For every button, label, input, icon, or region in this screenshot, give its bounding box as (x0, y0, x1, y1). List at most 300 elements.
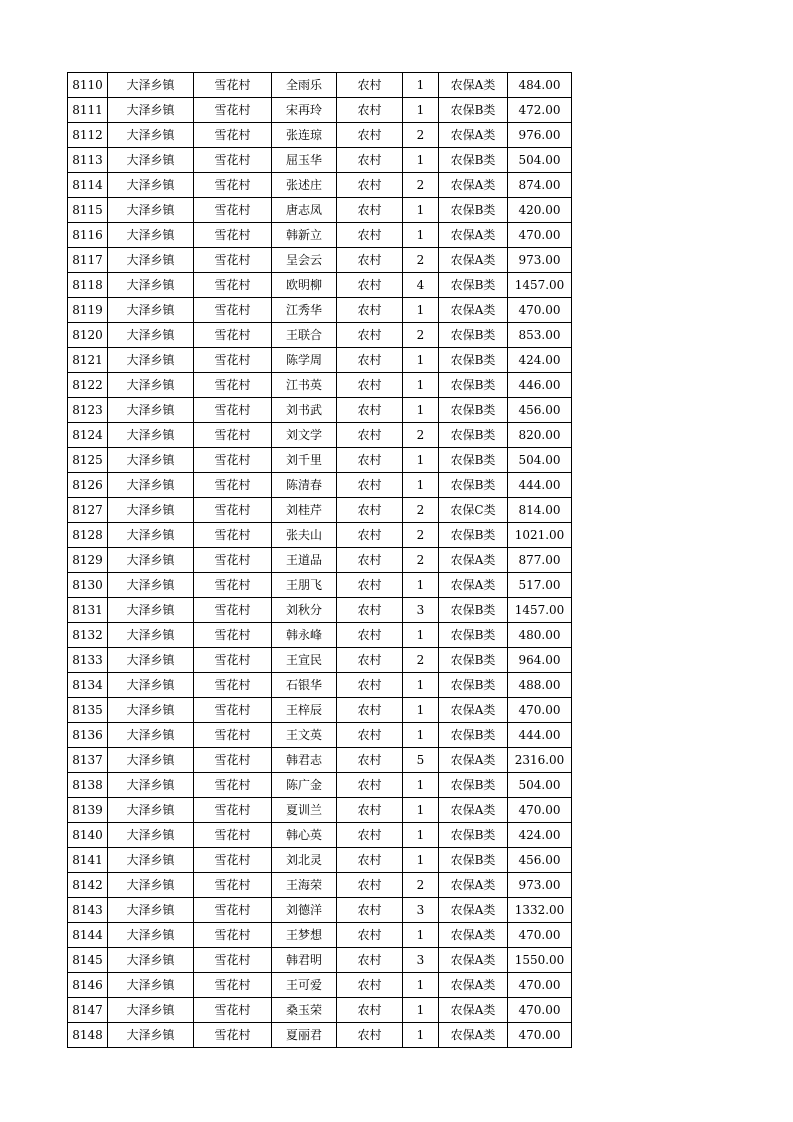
table-row (68, 498, 572, 523)
table-row (68, 373, 572, 398)
household-count-cell: 2 (403, 873, 439, 898)
record-id-cell: 8130 (68, 573, 108, 598)
insurance-category-cell: 农保A类 (439, 798, 508, 823)
record-id-cell: 8116 (68, 223, 108, 248)
residence-type-cell: 农村 (337, 73, 403, 98)
table-row (68, 973, 572, 998)
village-cell: 雪花村 (194, 323, 272, 348)
amount-cell: 1457.00 (508, 598, 572, 623)
record-id-cell: 8111 (68, 98, 108, 123)
household-count-cell: 2 (403, 323, 439, 348)
table-row (68, 148, 572, 173)
name-cell: 王朋飞 (272, 573, 337, 598)
household-count-cell: 1 (403, 73, 439, 98)
amount-cell: 484.00 (508, 73, 572, 98)
record-id-cell: 8117 (68, 248, 108, 273)
name-cell: 陈广金 (272, 773, 337, 798)
amount-cell: 874.00 (508, 173, 572, 198)
town-cell: 大泽乡镇 (108, 298, 194, 323)
table-row (68, 873, 572, 898)
village-cell: 雪花村 (194, 623, 272, 648)
village-cell: 雪花村 (194, 873, 272, 898)
name-cell: 刘千里 (272, 448, 337, 473)
table-row (68, 748, 572, 773)
record-id-cell: 8134 (68, 673, 108, 698)
record-id-cell: 8122 (68, 373, 108, 398)
residence-type-cell: 农村 (337, 198, 403, 223)
amount-cell: 444.00 (508, 473, 572, 498)
amount-cell: 814.00 (508, 498, 572, 523)
amount-cell: 976.00 (508, 123, 572, 148)
record-id-cell: 8121 (68, 348, 108, 373)
name-cell: 刘秋分 (272, 598, 337, 623)
table-row (68, 448, 572, 473)
insurance-category-cell: 农保A类 (439, 123, 508, 148)
name-cell: 夏丽君 (272, 1023, 337, 1048)
record-id-cell: 8133 (68, 648, 108, 673)
record-id-cell: 8141 (68, 848, 108, 873)
residence-type-cell: 农村 (337, 798, 403, 823)
record-id-cell: 8131 (68, 598, 108, 623)
insurance-category-cell: 农保B类 (439, 148, 508, 173)
village-cell: 雪花村 (194, 123, 272, 148)
name-cell: 夏训兰 (272, 798, 337, 823)
amount-cell: 470.00 (508, 973, 572, 998)
household-count-cell: 4 (403, 273, 439, 298)
residence-type-cell: 农村 (337, 973, 403, 998)
name-cell: 王可爱 (272, 973, 337, 998)
town-cell: 大泽乡镇 (108, 448, 194, 473)
town-cell: 大泽乡镇 (108, 998, 194, 1023)
village-cell: 雪花村 (194, 723, 272, 748)
household-count-cell: 1 (403, 98, 439, 123)
household-count-cell: 1 (403, 398, 439, 423)
insurance-category-cell: 农保A类 (439, 573, 508, 598)
amount-cell: 1457.00 (508, 273, 572, 298)
residence-type-cell: 农村 (337, 348, 403, 373)
residence-type-cell: 农村 (337, 298, 403, 323)
amount-cell: 2316.00 (508, 748, 572, 773)
town-cell: 大泽乡镇 (108, 123, 194, 148)
household-count-cell: 1 (403, 348, 439, 373)
village-cell: 雪花村 (194, 773, 272, 798)
village-cell: 雪花村 (194, 1023, 272, 1048)
name-cell: 刘德洋 (272, 898, 337, 923)
village-cell: 雪花村 (194, 273, 272, 298)
village-cell: 雪花村 (194, 998, 272, 1023)
insurance-category-cell: 农保A类 (439, 1023, 508, 1048)
name-cell: 刘文学 (272, 423, 337, 448)
roster-body (68, 73, 572, 1048)
residence-type-cell: 农村 (337, 173, 403, 198)
table-row (68, 323, 572, 348)
record-id-cell: 8113 (68, 148, 108, 173)
insurance-category-cell: 农保B类 (439, 848, 508, 873)
town-cell: 大泽乡镇 (108, 798, 194, 823)
record-id-cell: 8125 (68, 448, 108, 473)
table-row (68, 848, 572, 873)
record-id-cell: 8135 (68, 698, 108, 723)
town-cell: 大泽乡镇 (108, 323, 194, 348)
town-cell: 大泽乡镇 (108, 573, 194, 598)
record-id-cell: 8114 (68, 173, 108, 198)
table-row (68, 223, 572, 248)
insurance-category-cell: 农保B类 (439, 198, 508, 223)
insurance-category-cell: 农保A类 (439, 298, 508, 323)
name-cell: 韩永峰 (272, 623, 337, 648)
town-cell: 大泽乡镇 (108, 548, 194, 573)
amount-cell: 424.00 (508, 823, 572, 848)
household-count-cell: 5 (403, 748, 439, 773)
village-cell: 雪花村 (194, 148, 272, 173)
residence-type-cell: 农村 (337, 923, 403, 948)
table-row (68, 298, 572, 323)
town-cell: 大泽乡镇 (108, 148, 194, 173)
amount-cell: 488.00 (508, 673, 572, 698)
town-cell: 大泽乡镇 (108, 598, 194, 623)
household-count-cell: 1 (403, 573, 439, 598)
table-row (68, 198, 572, 223)
village-cell: 雪花村 (194, 173, 272, 198)
amount-cell: 964.00 (508, 648, 572, 673)
name-cell: 王文英 (272, 723, 337, 748)
name-cell: 王联合 (272, 323, 337, 348)
amount-cell: 470.00 (508, 923, 572, 948)
residence-type-cell: 农村 (337, 673, 403, 698)
insurance-category-cell: 农保A类 (439, 248, 508, 273)
table-row (68, 348, 572, 373)
name-cell: 张夫山 (272, 523, 337, 548)
amount-cell: 420.00 (508, 198, 572, 223)
town-cell: 大泽乡镇 (108, 1023, 194, 1048)
residence-type-cell: 农村 (337, 448, 403, 473)
household-count-cell: 1 (403, 823, 439, 848)
name-cell: 王海荣 (272, 873, 337, 898)
amount-cell: 470.00 (508, 798, 572, 823)
table-row (68, 998, 572, 1023)
name-cell: 唐志凤 (272, 198, 337, 223)
town-cell: 大泽乡镇 (108, 73, 194, 98)
insurance-category-cell: 农保B类 (439, 823, 508, 848)
record-id-cell: 8138 (68, 773, 108, 798)
insurance-category-cell: 农保A类 (439, 898, 508, 923)
town-cell: 大泽乡镇 (108, 898, 194, 923)
name-cell: 刘书武 (272, 398, 337, 423)
name-cell: 陈学周 (272, 348, 337, 373)
residence-type-cell: 农村 (337, 648, 403, 673)
household-count-cell: 2 (403, 523, 439, 548)
amount-cell: 470.00 (508, 998, 572, 1023)
name-cell: 韩君明 (272, 948, 337, 973)
town-cell: 大泽乡镇 (108, 223, 194, 248)
amount-cell: 973.00 (508, 873, 572, 898)
village-cell: 雪花村 (194, 573, 272, 598)
name-cell: 桑玉荣 (272, 998, 337, 1023)
insurance-category-cell: 农保A类 (439, 548, 508, 573)
village-cell: 雪花村 (194, 548, 272, 573)
record-id-cell: 8112 (68, 123, 108, 148)
village-cell: 雪花村 (194, 198, 272, 223)
village-cell: 雪花村 (194, 848, 272, 873)
residence-type-cell: 农村 (337, 423, 403, 448)
record-id-cell: 8143 (68, 898, 108, 923)
table-row (68, 723, 572, 748)
household-count-cell: 1 (403, 373, 439, 398)
insurance-category-cell: 农保B类 (439, 773, 508, 798)
amount-cell: 470.00 (508, 1023, 572, 1048)
table-row (68, 1023, 572, 1048)
insurance-category-cell: 农保B类 (439, 473, 508, 498)
household-count-cell: 1 (403, 798, 439, 823)
name-cell: 王梓辰 (272, 698, 337, 723)
village-cell: 雪花村 (194, 523, 272, 548)
residence-type-cell: 农村 (337, 598, 403, 623)
record-id-cell: 8129 (68, 548, 108, 573)
residence-type-cell: 农村 (337, 948, 403, 973)
village-cell: 雪花村 (194, 398, 272, 423)
amount-cell: 472.00 (508, 98, 572, 123)
table-row (68, 798, 572, 823)
household-count-cell: 3 (403, 598, 439, 623)
village-cell: 雪花村 (194, 473, 272, 498)
residence-type-cell: 农村 (337, 773, 403, 798)
town-cell: 大泽乡镇 (108, 473, 194, 498)
insurance-category-cell: 农保B类 (439, 448, 508, 473)
record-id-cell: 8119 (68, 298, 108, 323)
residence-type-cell: 农村 (337, 498, 403, 523)
name-cell: 江书英 (272, 373, 337, 398)
name-cell: 张述庄 (272, 173, 337, 198)
table-row (68, 523, 572, 548)
household-count-cell: 1 (403, 1023, 439, 1048)
record-id-cell: 8128 (68, 523, 108, 548)
insurance-category-cell: 农保B类 (439, 323, 508, 348)
household-count-cell: 1 (403, 148, 439, 173)
record-id-cell: 8139 (68, 798, 108, 823)
town-cell: 大泽乡镇 (108, 723, 194, 748)
town-cell: 大泽乡镇 (108, 648, 194, 673)
amount-cell: 424.00 (508, 348, 572, 373)
record-id-cell: 8140 (68, 823, 108, 848)
roster-table (67, 72, 572, 1048)
household-count-cell: 1 (403, 973, 439, 998)
residence-type-cell: 农村 (337, 123, 403, 148)
table-row (68, 123, 572, 148)
record-id-cell: 8126 (68, 473, 108, 498)
name-cell: 张连琼 (272, 123, 337, 148)
name-cell: 全雨乐 (272, 73, 337, 98)
residence-type-cell: 农村 (337, 323, 403, 348)
town-cell: 大泽乡镇 (108, 273, 194, 298)
insurance-category-cell: 农保C类 (439, 498, 508, 523)
household-count-cell: 1 (403, 623, 439, 648)
table-row (68, 623, 572, 648)
insurance-category-cell: 农保B类 (439, 348, 508, 373)
record-id-cell: 8118 (68, 273, 108, 298)
residence-type-cell: 农村 (337, 273, 403, 298)
residence-type-cell: 农村 (337, 623, 403, 648)
insurance-category-cell: 农保B类 (439, 373, 508, 398)
village-cell: 雪花村 (194, 598, 272, 623)
record-id-cell: 8127 (68, 498, 108, 523)
table-row (68, 773, 572, 798)
table-row (68, 248, 572, 273)
record-id-cell: 8123 (68, 398, 108, 423)
amount-cell: 456.00 (508, 398, 572, 423)
town-cell: 大泽乡镇 (108, 523, 194, 548)
village-cell: 雪花村 (194, 348, 272, 373)
residence-type-cell: 农村 (337, 223, 403, 248)
insurance-category-cell: 农保A类 (439, 998, 508, 1023)
household-count-cell: 1 (403, 223, 439, 248)
record-id-cell: 8120 (68, 323, 108, 348)
insurance-category-cell: 农保B类 (439, 523, 508, 548)
household-count-cell: 2 (403, 498, 439, 523)
town-cell: 大泽乡镇 (108, 923, 194, 948)
village-cell: 雪花村 (194, 248, 272, 273)
residence-type-cell: 农村 (337, 548, 403, 573)
insurance-category-cell: 农保B类 (439, 273, 508, 298)
table-row (68, 273, 572, 298)
insurance-category-cell: 农保A类 (439, 948, 508, 973)
residence-type-cell: 农村 (337, 998, 403, 1023)
table-row (68, 673, 572, 698)
village-cell: 雪花村 (194, 973, 272, 998)
name-cell: 刘桂芹 (272, 498, 337, 523)
village-cell: 雪花村 (194, 448, 272, 473)
residence-type-cell: 农村 (337, 248, 403, 273)
name-cell: 屈玉华 (272, 148, 337, 173)
table-row (68, 648, 572, 673)
amount-cell: 820.00 (508, 423, 572, 448)
town-cell: 大泽乡镇 (108, 173, 194, 198)
amount-cell: 470.00 (508, 298, 572, 323)
residence-type-cell: 农村 (337, 748, 403, 773)
table-row (68, 398, 572, 423)
residence-type-cell: 农村 (337, 723, 403, 748)
table-row (68, 548, 572, 573)
household-count-cell: 1 (403, 673, 439, 698)
amount-cell: 1550.00 (508, 948, 572, 973)
residence-type-cell: 农村 (337, 873, 403, 898)
village-cell: 雪花村 (194, 673, 272, 698)
household-count-cell: 3 (403, 898, 439, 923)
insurance-category-cell: 农保B类 (439, 623, 508, 648)
record-id-cell: 8124 (68, 423, 108, 448)
record-id-cell: 8110 (68, 73, 108, 98)
residence-type-cell: 农村 (337, 573, 403, 598)
insurance-category-cell: 农保B类 (439, 598, 508, 623)
insurance-category-cell: 农保A类 (439, 973, 508, 998)
town-cell: 大泽乡镇 (108, 98, 194, 123)
table-row (68, 73, 572, 98)
residence-type-cell: 农村 (337, 398, 403, 423)
record-id-cell: 8142 (68, 873, 108, 898)
village-cell: 雪花村 (194, 98, 272, 123)
name-cell: 韩君志 (272, 748, 337, 773)
town-cell: 大泽乡镇 (108, 348, 194, 373)
amount-cell: 973.00 (508, 248, 572, 273)
residence-type-cell: 农村 (337, 148, 403, 173)
record-id-cell: 8115 (68, 198, 108, 223)
town-cell: 大泽乡镇 (108, 248, 194, 273)
household-count-cell: 1 (403, 723, 439, 748)
residence-type-cell: 农村 (337, 373, 403, 398)
household-count-cell: 2 (403, 648, 439, 673)
residence-type-cell: 农村 (337, 473, 403, 498)
name-cell: 韩心英 (272, 823, 337, 848)
household-count-cell: 1 (403, 473, 439, 498)
table-row (68, 948, 572, 973)
insurance-category-cell: 农保B类 (439, 648, 508, 673)
household-count-cell: 1 (403, 298, 439, 323)
village-cell: 雪花村 (194, 898, 272, 923)
household-count-cell: 3 (403, 948, 439, 973)
record-id-cell: 8137 (68, 748, 108, 773)
name-cell: 王梦想 (272, 923, 337, 948)
village-cell: 雪花村 (194, 223, 272, 248)
household-count-cell: 1 (403, 198, 439, 223)
town-cell: 大泽乡镇 (108, 698, 194, 723)
amount-cell: 877.00 (508, 548, 572, 573)
table-row (68, 473, 572, 498)
record-id-cell: 8136 (68, 723, 108, 748)
insurance-category-cell: 农保A类 (439, 223, 508, 248)
household-count-cell: 2 (403, 248, 439, 273)
insurance-category-cell: 农保A类 (439, 173, 508, 198)
household-count-cell: 2 (403, 123, 439, 148)
town-cell: 大泽乡镇 (108, 423, 194, 448)
record-id-cell: 8132 (68, 623, 108, 648)
insurance-category-cell: 农保B类 (439, 98, 508, 123)
village-cell: 雪花村 (194, 823, 272, 848)
insurance-category-cell: 农保A类 (439, 748, 508, 773)
household-count-cell: 2 (403, 173, 439, 198)
insurance-category-cell: 农保B类 (439, 673, 508, 698)
amount-cell: 456.00 (508, 848, 572, 873)
table-row (68, 98, 572, 123)
village-cell: 雪花村 (194, 798, 272, 823)
town-cell: 大泽乡镇 (108, 973, 194, 998)
village-cell: 雪花村 (194, 923, 272, 948)
amount-cell: 853.00 (508, 323, 572, 348)
insurance-category-cell: 农保A类 (439, 923, 508, 948)
insurance-category-cell: 农保B类 (439, 723, 508, 748)
record-id-cell: 8148 (68, 1023, 108, 1048)
insurance-category-cell: 农保A类 (439, 873, 508, 898)
residence-type-cell: 农村 (337, 98, 403, 123)
residence-type-cell: 农村 (337, 823, 403, 848)
village-cell: 雪花村 (194, 698, 272, 723)
household-count-cell: 1 (403, 773, 439, 798)
village-cell: 雪花村 (194, 648, 272, 673)
table-row (68, 898, 572, 923)
insurance-category-cell: 农保B类 (439, 398, 508, 423)
residence-type-cell: 农村 (337, 1023, 403, 1048)
table-row (68, 823, 572, 848)
residence-type-cell: 农村 (337, 848, 403, 873)
amount-cell: 517.00 (508, 573, 572, 598)
village-cell: 雪花村 (194, 498, 272, 523)
name-cell: 欧明柳 (272, 273, 337, 298)
name-cell: 江秀华 (272, 298, 337, 323)
amount-cell: 444.00 (508, 723, 572, 748)
village-cell: 雪花村 (194, 948, 272, 973)
amount-cell: 1332.00 (508, 898, 572, 923)
town-cell: 大泽乡镇 (108, 398, 194, 423)
table-row (68, 923, 572, 948)
town-cell: 大泽乡镇 (108, 373, 194, 398)
